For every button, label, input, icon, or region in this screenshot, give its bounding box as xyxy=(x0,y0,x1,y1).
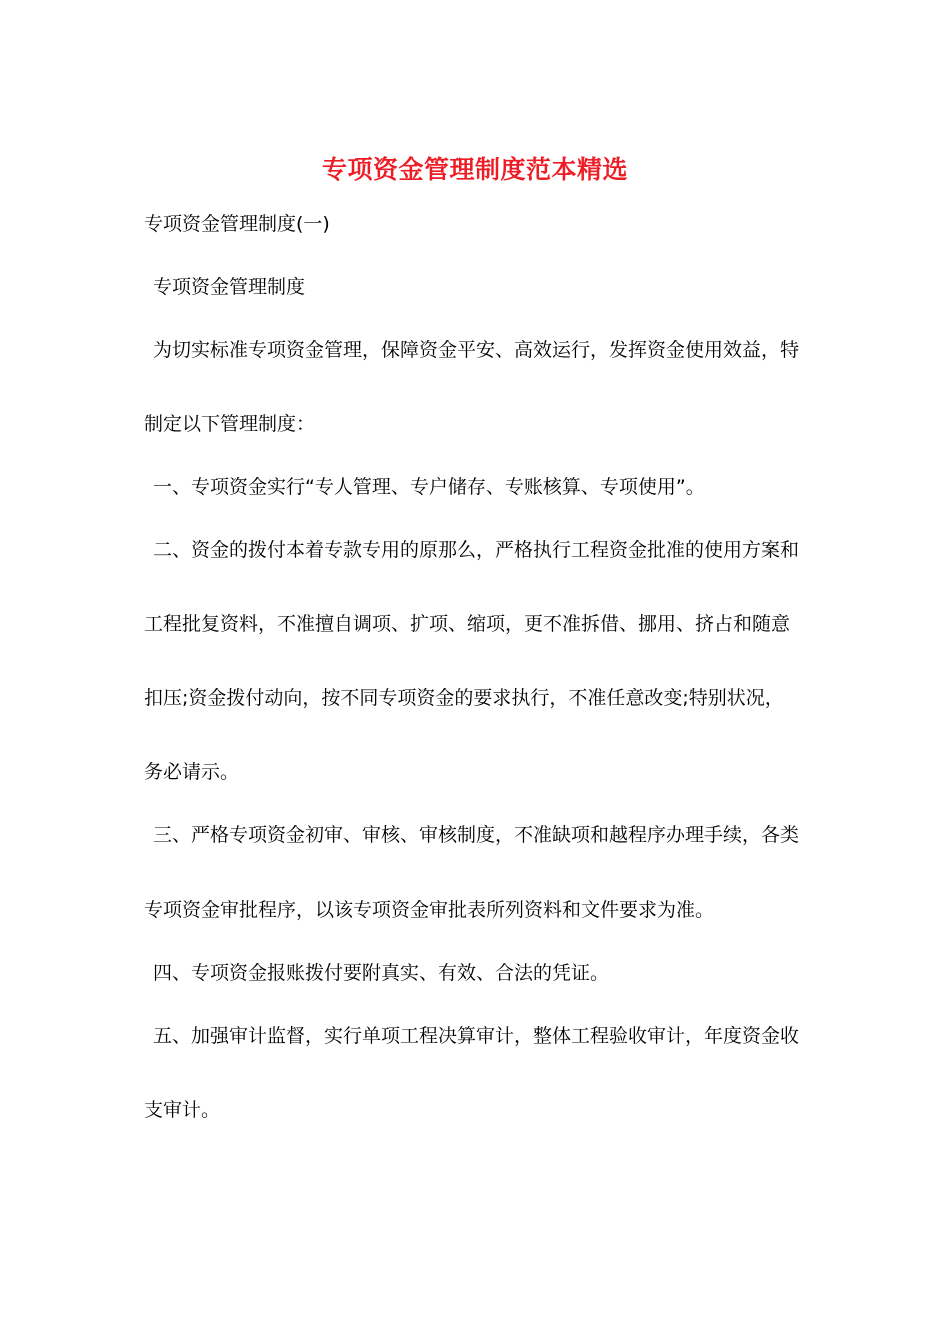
section-heading: 专项资金管理制度(一) xyxy=(144,213,330,235)
paragraph-line: 二、资金的拨付本着专款专用的原那么，严格执行工程资金批准的使用方案和 xyxy=(153,539,800,561)
paragraph-line: 五、加强审计监督，实行单项工程决算审计，整体工程验收审计，年度资金收 xyxy=(153,1025,800,1047)
paragraph-line: 一、专项资金实行“专人管理、专户储存、专账核算、专项使用”。 xyxy=(153,476,705,498)
paragraph-line: 专项资金审批程序，以该专项资金审批表所列资料和文件要求为准。 xyxy=(144,899,715,921)
document-title: 专项资金管理制度范本精选 xyxy=(321,155,628,184)
paragraph-line: 三、严格专项资金初审、审核、审核制度，不准缺项和越程序办理手续，各类 xyxy=(153,824,800,846)
paragraph-line: 制定以下管理制度： xyxy=(144,413,316,435)
paragraph-line: 为切实标准专项资金管理，保障资金平安、高效运行，发挥资金使用效益，特 xyxy=(153,339,800,361)
paragraph-line: 工程批复资料，不准擅自调项、扩项、缩项，更不准拆借、挪用、挤占和随意 xyxy=(144,613,791,635)
paragraph-line: 扣压;资金拨付动向，按不同专项资金的要求执行，不准任意改变;特别状况， xyxy=(144,687,784,709)
paragraph-line: 支审计。 xyxy=(144,1099,221,1121)
paragraph-line: 务必请示。 xyxy=(144,761,240,783)
subheading: 专项资金管理制度 xyxy=(153,276,306,298)
paragraph-line: 四、专项资金报账拨付要附真实、有效、合法的凭证。 xyxy=(153,962,610,984)
